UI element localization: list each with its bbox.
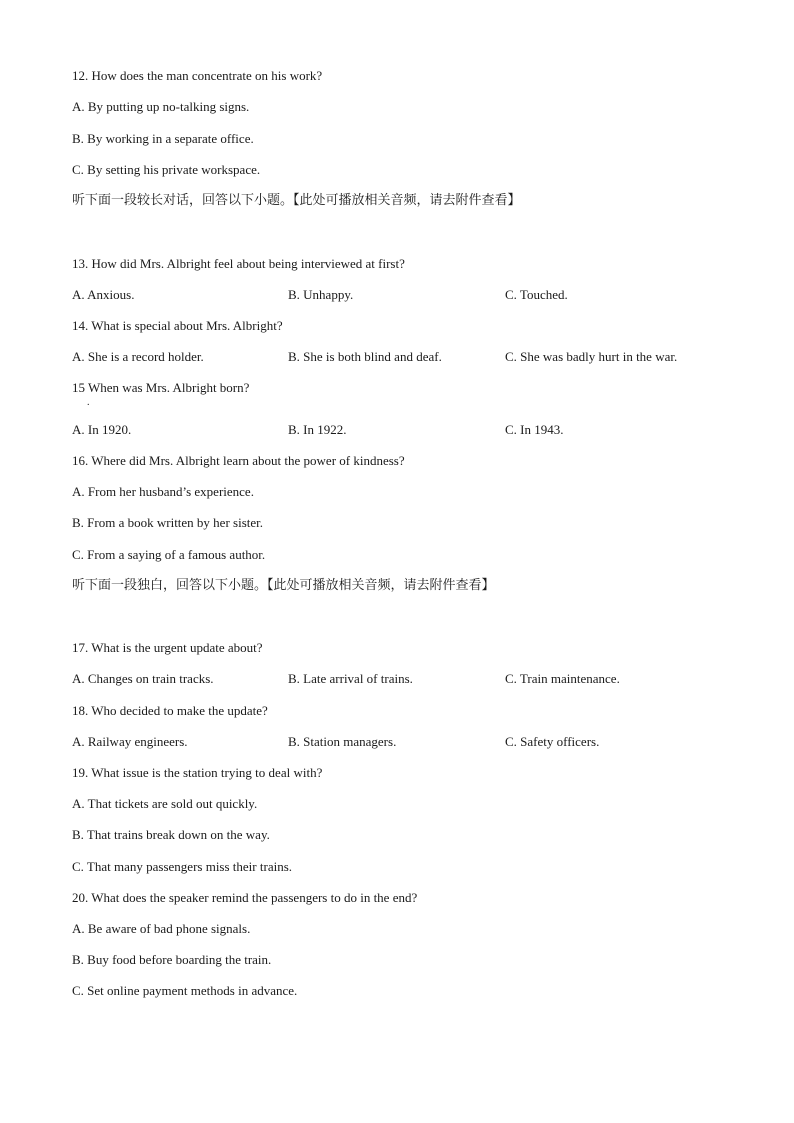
q19-option-b: B. That trains break down on the way.: [72, 827, 270, 842]
q14-option-c: C. She was badly hurt in the war.: [505, 349, 678, 364]
q15-option-a: A. In 1920.: [72, 422, 132, 437]
q20-option-a: A. Be aware of bad phone signals.: [72, 921, 251, 936]
q12-option-b: B. By working in a separate office.: [72, 131, 254, 146]
q13-option-a: A. Anxious.: [72, 287, 135, 302]
q19-option-a: A. That tickets are sold out quickly.: [72, 796, 258, 811]
stray-mark: .: [87, 397, 90, 408]
question-13: 13. How did Mrs. Albright feel about being interviewed at first?: [72, 256, 405, 271]
q18-option-b: B. Station managers.: [288, 734, 397, 749]
q17-option-c: C. Train maintenance.: [505, 671, 620, 686]
q12-option-c: C. By setting his private workspace.: [72, 162, 261, 177]
q20-option-c: C. Set online payment methods in advance.: [72, 983, 298, 998]
listening-instruction-dialogue: 听下面一段较长对话，回答以下小题。【此处可播放相关音频，请去附件查看】: [72, 193, 521, 208]
question-16: 16. Where did Mrs. Albright learn about the power of kindness?: [72, 453, 405, 468]
q20-option-b: B. Buy food before boarding the train.: [72, 952, 272, 967]
q16-option-b: B. From a book written by her sister.: [72, 515, 264, 530]
q13-option-c: C. Touched.: [505, 287, 568, 302]
question-17: 17. What is the urgent update about?: [72, 640, 263, 655]
question-12: 12. How does the man concentrate on his work?: [72, 68, 323, 83]
q13-option-b: B. Unhappy.: [288, 287, 354, 302]
q14-option-a: A. She is a record holder.: [72, 349, 204, 364]
q15-option-c: C. In 1943.: [505, 422, 564, 437]
q19-option-c: C. That many passengers miss their trains.: [72, 859, 293, 874]
question-19: 19. What issue is the station trying to deal with?: [72, 765, 323, 780]
question-14: 14. What is special about Mrs. Albright?: [72, 318, 283, 333]
q17-option-a: A. Changes on train tracks.: [72, 671, 214, 686]
listening-instruction-monologue: 听下面一段独白，回答以下小题。【此处可播放相关音频，请去附件查看】: [72, 578, 495, 593]
q18-option-a: A. Railway engineers.: [72, 734, 188, 749]
question-15: 15 When was Mrs. Albright born?: [72, 380, 250, 395]
q15-option-b: B. In 1922.: [288, 422, 347, 437]
question-18: 18. Who decided to make the update?: [72, 703, 268, 718]
question-20: 20. What does the speaker remind the passengers to do in the end?: [72, 890, 418, 905]
q16-option-a: A. From her husband’s experience.: [72, 484, 254, 499]
q12-option-a: A. By putting up no-talking signs.: [72, 99, 250, 114]
q17-option-b: B. Late arrival of trains.: [288, 671, 413, 686]
q18-option-c: C. Safety officers.: [505, 734, 600, 749]
q16-option-c: C. From a saying of a famous author.: [72, 547, 266, 562]
q14-option-b: B. She is both blind and deaf.: [288, 349, 442, 364]
